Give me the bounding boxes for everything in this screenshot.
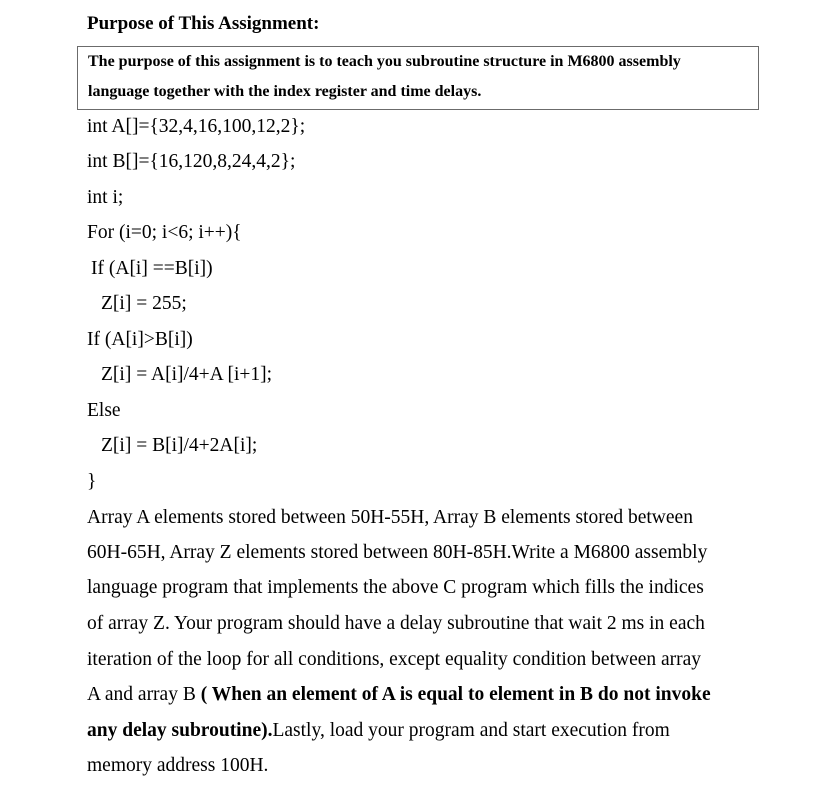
purpose-box <box>77 46 759 110</box>
code-line-11: } <box>87 471 97 492</box>
paragraph-line-6-emphasis: ( When an element of A is equal to element in B do not invoke <box>200 684 711 705</box>
paragraph-line-2: 60H-65H, Array Z elements stored between 80H-85H.Write a M6800 assembly <box>87 542 708 563</box>
paragraph-line-6-text: A and array B <box>87 684 201 705</box>
code-line-7: If (A[i]>B[i]) <box>87 329 193 350</box>
code-line-5: If (A[i] ==B[i]) <box>91 258 213 279</box>
paragraph-line-4: of array Z. Your program should have a delay subroutine that wait 2 ms in each <box>87 613 705 634</box>
paragraph-line-1: Array A elements stored between 50H-55H, Array B elements stored between <box>87 507 693 528</box>
paragraph-line-7 <box>87 717 670 745</box>
paragraph-line-7-text: Lastly, load your program and start execution from <box>272 720 670 741</box>
paragraph-line-8: memory address 100H. <box>87 755 269 776</box>
code-line-10: Z[i] = B[i]/4+2A[i]; <box>101 435 258 456</box>
code-line-6: Z[i] = 255; <box>101 293 187 314</box>
section-heading: Purpose of This Assignment: <box>87 13 320 34</box>
code-line-2: int B[]={16,120,8,24,4,2}; <box>87 151 296 172</box>
code-line-3: int i; <box>87 187 124 208</box>
code-line-1: int A[]={32,4,16,100,12,2}; <box>87 116 306 137</box>
purpose-line-2: language together with the index register and time delays. <box>88 83 482 100</box>
code-line-4: For (i=0; i<6; i++){ <box>87 222 242 243</box>
code-line-8: Z[i] = A[i]/4+A [i+1]; <box>101 364 273 385</box>
paragraph-line-3: language program that implements the above C program which fills the indices <box>87 577 704 598</box>
code-line-9: Else <box>87 400 121 421</box>
purpose-line-1: The purpose of this assignment is to teach you subroutine structure in M6800 assembly <box>88 53 681 70</box>
paragraph-line-6 <box>87 681 711 709</box>
paragraph-line-5: iteration of the loop for all conditions, except equality condition between array <box>87 649 702 670</box>
paragraph-line-7-emphasis: any delay subroutine). <box>87 720 273 741</box>
